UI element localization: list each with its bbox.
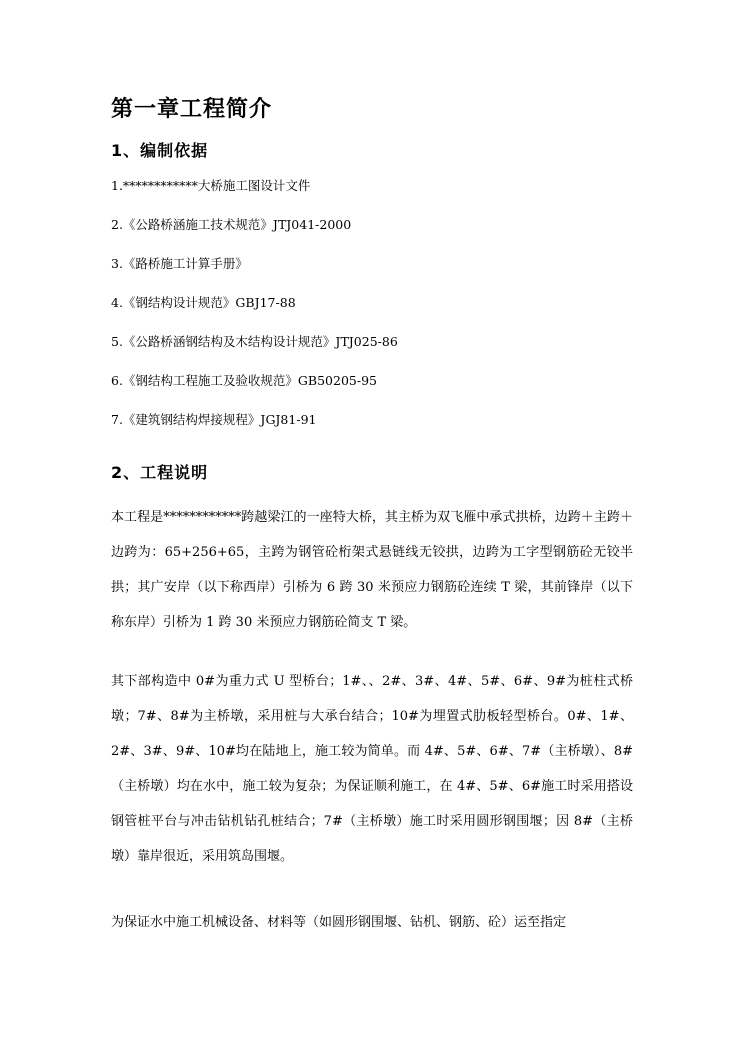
chapter-title: 第一章工程简介 <box>111 97 273 122</box>
reference-item: 2.《公路桥涵施工技术规范》JTJ041-2000 <box>111 217 352 232</box>
reference-item: 6.《钢结构工程施工及验收规范》GB50205-95 <box>111 373 377 388</box>
section-title-basis: 1、编制依据 <box>111 141 209 160</box>
description-paragraph: 本工程是************跨越梁江的一座特大桥，其主桥为双飞雁中承式拱桥，边跨＋主跨＋边跨为：65+256+65，主跨为钢管砼桁架式悬链线无铰拱，边跨为工字型钢筋砼无铰半拱；其广安岸（以下称西岸）引桥为 6 跨 30 米预应力钢筋砼连续 T 梁，其前锋岸（以下称东岸）引桥为 1 跨 30 米预应力钢筋砼简支 T 梁。 <box>111 510 633 630</box>
description-paragraph: 为保证水中施工机械设备、材料等（如圆形钢围堰、钻机、钢筋、砼）运至指定 <box>111 915 567 930</box>
reference-item: 3.《路桥施工计算手册》 <box>111 256 248 271</box>
reference-item: 4.《钢结构设计规范》GBJ17-88 <box>111 295 296 310</box>
reference-item: 5.《公路桥涵钢结构及木结构设计规范》JTJ025-86 <box>111 334 398 349</box>
reference-item: 7.《建筑钢结构焊接规程》JGJ81-91 <box>111 412 317 427</box>
reference-list <box>111 176 398 449</box>
description-paragraph: 其下部构造中 0#为重力式 U 型桥台；1#、、2#、3#、4#、5#、6#、9#为桩柱式桥墩；7#、8#为主桥墩，采用桩与大承台结合；10#为埋置式肋板轻型桥台。0#、1#、2#、3#、9#、10#均在陆地上，施工较为简单。而 4#、5#、6#、7#（主桥墩）、8#（主桥墩）均在水中，施工较为复杂；为保证顺利施工，在 4#、5#、6#施工时采用搭设钢管桩平台与冲击钻机钻孔桩结合；7#（主桥墩）施工时采用圆形钢围堰；因 8#（主桥墩）靠岸很近，采用筑岛围堰。 <box>111 674 633 864</box>
section-title-description: 2、工程说明 <box>111 463 209 482</box>
reference-item: 1.************大桥施工图设计文件 <box>111 178 311 193</box>
